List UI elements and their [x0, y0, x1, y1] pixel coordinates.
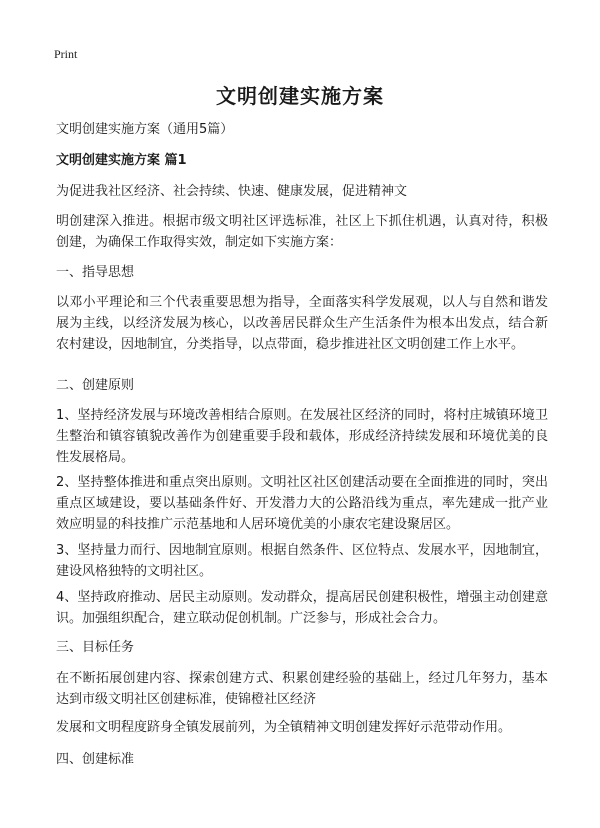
print-link[interactable]: Print: [54, 47, 78, 61]
paragraph-principle-3: 3、坚持量力而行、因地制宜原则。根据自然条件、区位特点、发展水平，因地制宜，建设风格独特的文明社区。: [56, 543, 548, 579]
document-subtitle: 文明创建实施方案（通用5篇）: [56, 122, 234, 137]
heading-principles: 二、创建原则: [56, 378, 135, 393]
heading-goals: 三、目标任务: [56, 640, 135, 655]
heading-standards: 四、创建标准: [56, 752, 135, 767]
paragraph-guiding-ideology: 以邓小平理论和三个代表重要思想为指导，全面落实科学发展观，以人与自然和谐发展为主线，以经济发展为核心，以改善居民群众生产生活条件为根本出发点，结合新农村建设，因地制宜，分类指导，以点带面，稳步推进社区文明创建工作上水平。: [56, 295, 548, 352]
paragraph-principle-1: 1、坚持经济发展与环境改善相结合原则。在发展社区经济的同时，将村庄城镇环境卫生整治和镇容镇貌改善作为创建重要手段和载体，形成经济持续发展和环境优美的良性发展格局。: [56, 408, 548, 465]
paragraph-intro: 为促进我社区经济、社会持续、快速、健康发展，促进精神文: [56, 184, 408, 199]
paragraph-intro-continued: 明创建深入推进。根据市级文明社区评选标准，社区上下抓住机遇，认真对待，积极创建，为确保工作取得实效，制定如下实施方案：: [56, 214, 548, 250]
paragraph-principle-4: 4、坚持政府推动、居民主动原则。发动群众，提高居民创建积极性，增强主动创建意识。加强组织配合，建立联动促创机制。广泛参与，形成社会合力。: [56, 590, 548, 626]
heading-guiding-ideology: 一、指导思想: [56, 265, 135, 280]
paragraph-goals-continued: 发展和文明程度跻身全镇发展前列，为全镇精神文明创建发挥好示范带动作用。: [56, 720, 512, 735]
section-title: 文明创建实施方案 篇1: [56, 153, 187, 168]
paragraph-goals: 在不断拓展创建内容、探索创建方式、积累创建经验的基础上，经过几年努力，基本达到市级文明社区创建标准，使锦橙社区经济: [56, 671, 548, 707]
document-title: 文明创建实施方案: [216, 84, 384, 108]
paragraph-principle-2: 2、坚持整体推进和重点突出原则。文明社区社区创建活动要在全面推进的同时，突出重点区域建设，要以基础条件好、开发潜力大的公路沿线为重点，率先建成一批产业效应明显的科技推广示范基地和人居环境优美的小康农宅建设聚居区。: [56, 475, 548, 532]
